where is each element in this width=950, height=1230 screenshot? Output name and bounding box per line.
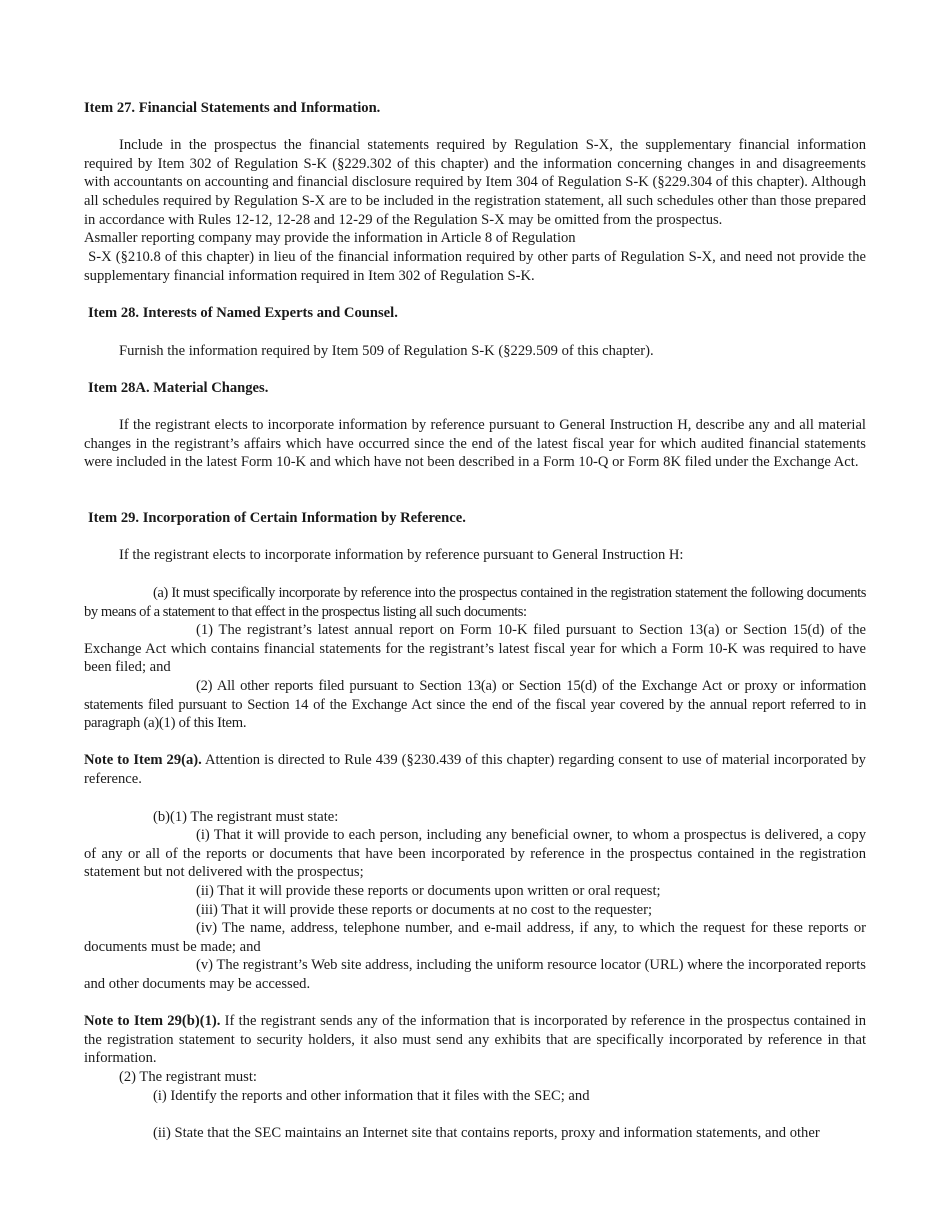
note-item-29a-label: Note to Item 29(a).: [84, 752, 202, 768]
item-28-paragraph: Furnish the information required by Item 509 of Regulation S-K (§229.509 of this chapter).: [119, 343, 654, 359]
item-28-heading: Item 28. Interests of Named Experts and Counsel.: [88, 305, 398, 321]
item-29-para-b1: (b)(1) The registrant must state:: [153, 809, 339, 825]
item-29-para-b2-ii: (ii) State that the SEC maintains an Internet site that contains reports, proxy and information statements, and other: [153, 1125, 820, 1141]
item-29-para-b1-i: (i) That it will provide to each person, including any beneficial owner, to whom a prospectus is delivered, a copy of any or all of the reports or documents that have been incorporated by reference in the prospectus contained in the registration statement but not delivered with the prospectus;: [84, 827, 866, 881]
item-29-para-b1-iii: (iii) That it will provide these reports or documents at no cost to the requester;: [196, 902, 653, 918]
note-item-29a: [84, 751, 866, 788]
item-28a-heading: Item 28A. Material Changes.: [88, 380, 269, 396]
item-29-para-b1-ii: (ii) That it will provide these reports or documents upon written or oral request;: [196, 883, 661, 899]
item-29-para-b2: (2) The registrant must:: [119, 1069, 257, 1085]
note-item-29b1: [84, 1012, 866, 1068]
item-29-para-a1: (1) The registrant’s latest annual report on Form 10-K filed pursuant to Section 13(a) or Section 15(d) of the Exchange Act which contains financial statements for the registrant’s latest fiscal year for which a Form 10-K was required to have been filed; and: [84, 622, 866, 676]
item-29-para-b1-iv: (iv) The name, address, telephone number, and e-mail address, if any, to which the request for these reports or documents must be made; and: [84, 920, 866, 955]
note-item-29b1-label: Note to Item 29(b)(1).: [84, 1013, 221, 1029]
item-29-para-a2: (2) All other reports filed pursuant to Section 13(a) or Section 15(d) of the Exchange Act or proxy or information statements filed pursuant to Section 14 of the Exchange Act since the end of the fiscal year covered by the annual report referred to in paragraph (a)(1) of this Item.: [84, 678, 866, 732]
item-28a-paragraph: If the registrant elects to incorporate information by reference pursuant to General Instruction H, describe any and all material changes in the registrant’s affairs which have occurred since the end of the latest fiscal year for which audited financial statements were included in the latest Form 10-K and which have not been described in a Form 10-Q or Form 8K filed under the Exchange Act.: [84, 417, 866, 471]
note-item-29a-text: Attention is directed to Rule 439 (§230.439 of this chapter) regarding consent to use of material incorporated by reference.: [84, 752, 866, 787]
item-27-heading: Item 27. Financial Statements and Information.: [84, 100, 381, 116]
item-29-para-b2-i: (i) Identify the reports and other information that it files with the SEC; and: [153, 1088, 590, 1104]
note-item-29b1-text: If the registrant sends any of the information that is incorporated by reference in the prospectus contained in the registration statement to security holders, it also must send any exhibits that are specifically incorporated by reference in that information.: [84, 1013, 867, 1067]
item-27-smaller-company-line: Asmaller reporting company may provide the information in Article 8 of Regulation: [84, 230, 576, 246]
item-29-para-b1-v: (v) The registrant’s Web site address, including the uniform resource locator (URL) where the incorporated reports and other documents may be accessed.: [84, 957, 866, 992]
item-27-paragraph: Include in the prospectus the financial statements required by Regulation S-X, the supplementary financial information required by Item 302 of Regulation S-K (§229.302 of this chapter) and the information concerning changes in and disagreements with accountants on accounting and financial disclosure required by Item 304 of Regulation S-K (§229.304 of this chapter). Although all schedules required by Regulation S-X are to be included in the registration statement, all such schedules other than those prepared in accordance with Rules 12-12, 12-28 and 12-29 of the Regulation S-X may be omitted from the prospectus.: [84, 137, 866, 228]
item-27-smaller-company-continuation: S-X (§210.8 of this chapter) in lieu of the financial information required by other parts of Regulation S-X, and need not provide the supplementary financial information required in Item 302 of Regulation S-K.: [84, 249, 870, 284]
item-29-intro: If the registrant elects to incorporate information by reference pursuant to General Instruction H:: [119, 547, 684, 563]
item-29-para-a: (a) It must specifically incorporate by reference into the prospectus contained in the registration statement the following documents by means of a statement to that effect in the prospectus listing all such documents:: [84, 585, 866, 620]
item-29-heading: Item 29. Incorporation of Certain Information by Reference.: [88, 510, 466, 526]
